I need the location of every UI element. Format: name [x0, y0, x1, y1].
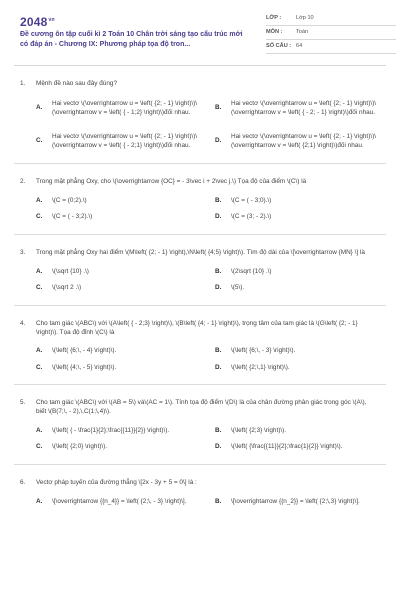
question-number: 6.	[20, 479, 26, 487]
option-d[interactable]	[215, 213, 386, 222]
option-label: D.	[215, 137, 222, 145]
option-text: Hai vectơ \(\overrightarrow u = \left( {2; - 1} \right)\)\(\overrightarrow v = \left( { - 1;2} \right)\)đối nhau.	[52, 99, 198, 117]
option-label: C.	[36, 284, 43, 292]
option-text: Hai vectơ \(\overrightarrow u = \left( {2; - 1} \right)\)\(\overrightarrow v = \left( { - 2; - 1} \right)\)đối nhau.	[231, 99, 377, 117]
meta-value: Toán	[296, 28, 309, 35]
option-label: B.	[215, 196, 222, 204]
option-text: \(C = (3; - 2).\)	[231, 213, 272, 221]
option-text: \(\left( {2;0} \right)\).	[52, 443, 108, 451]
option-a[interactable]	[36, 498, 207, 507]
question-text: Vectơ pháp tuyến của đường thẳng \[2x - 3y + 5 = 0\] là :	[36, 479, 197, 487]
option-label: A.	[36, 347, 43, 355]
header	[14, 0, 386, 66]
option-text: \(\left( {6;\, - 3} \right)\).	[231, 347, 296, 355]
question-3	[14, 235, 386, 306]
option-label: A.	[36, 196, 43, 204]
option-label: D.	[215, 443, 222, 451]
option-text: \(C = (0;2).\)	[52, 196, 87, 204]
option-a[interactable]	[36, 99, 207, 118]
question-number: 1.	[20, 80, 26, 87]
option-label: B.	[215, 426, 222, 434]
option-text: \[\overrightarrow {{n_2}} = \left( {2;\,3} \right)\].	[231, 497, 360, 505]
meta-label: MÔN :	[266, 28, 283, 35]
option-b[interactable]	[215, 197, 386, 206]
question-text: Cho tam giác \(ABC\) với \(A\left( { - 2;3} \right)\), \(B\left( {4; - 1} \right)\), trọng tâm của tam giác là \(G\left( {2; - 1} \right)\). Tọa độ đỉnh \(C\) là	[36, 319, 358, 336]
option-label: D.	[215, 284, 222, 292]
option-label: B.	[215, 347, 222, 355]
option-text: \(5\).	[231, 284, 245, 292]
option-text: \(\left( {4;\, - 5} \right)\).	[52, 363, 117, 371]
meta-label: SỐ CÂU :	[266, 42, 292, 49]
site-logo[interactable]: $2048^{vn}$	[20, 15, 55, 29]
option-label: C.	[36, 363, 43, 371]
option-d[interactable]	[215, 284, 386, 293]
option-text: \(\left( {6;\, - 4} \right)\).	[52, 347, 117, 355]
option-label: D.	[215, 363, 222, 371]
option-text: \[\overrightarrow {{n_4}} = \left( {2;\, - 3} \right)\].	[52, 497, 187, 505]
option-text: \(\left( {2;3} \right)\).	[231, 426, 287, 434]
option-c[interactable]	[36, 213, 207, 222]
question-5	[14, 385, 386, 465]
question-6	[14, 465, 386, 518]
option-text: \(C = ( - 3;0).\)	[231, 196, 272, 204]
document-title: Đề cương ôn tập cuối kì 2 Toán 10 Chân trời sáng tạo cấu trúc mới có đáp án - Chương IX: Phương pháp tọa độ tron...	[20, 31, 243, 49]
option-text: \(C = ( - 3;2).\)	[52, 213, 93, 221]
meta-row-subject	[266, 26, 396, 40]
question-2	[14, 164, 386, 235]
option-label: C.	[36, 137, 43, 145]
question-text: Trong mặt phẳng Oxy hai điểm \(M\left( {2; - 1} \right),\N\left( {4;5} \right)\). Tìm độ dài của \[\overrightarrow {MN} \] là	[36, 249, 365, 256]
option-label: C.	[36, 213, 43, 221]
option-label: C.	[36, 443, 43, 451]
meta-row-count	[266, 40, 396, 54]
meta-table	[266, 12, 396, 54]
question-number: 4.	[20, 319, 26, 327]
option-c[interactable]	[36, 443, 207, 452]
option-label: A.	[36, 103, 43, 111]
meta-value: 64	[296, 42, 303, 49]
option-text: \(\left( { - \frac{1}{2};\frac{{11}}{2}} \right)\).	[52, 426, 170, 434]
option-c[interactable]	[36, 364, 207, 373]
option-c[interactable]	[36, 284, 207, 293]
option-label: D.	[215, 213, 222, 221]
option-label: A.	[36, 497, 43, 505]
question-number: 5.	[20, 399, 26, 407]
option-text: Hai vectơ \(\overrightarrow u = \left( {2; - 1} \right)\)\(\overrightarrow v = \left( { - 2;1} \right)\)đối nhau.	[52, 132, 198, 150]
option-a[interactable]	[36, 347, 207, 356]
question-number: 2.	[20, 178, 26, 186]
option-a[interactable]	[36, 427, 207, 436]
option-b[interactable]	[215, 268, 386, 277]
option-label: A.	[36, 267, 43, 275]
question-text: Trong mặt phẳng Oxy, cho \(\overrightarrow {OC} = - 3\vec i + 2\vec j.\) Tọa độ của điểm \(C\) là	[36, 178, 307, 186]
option-d[interactable]	[215, 443, 386, 452]
question-4	[14, 306, 386, 386]
option-label: A.	[36, 426, 43, 434]
meta-label: LỚP :	[266, 14, 282, 21]
option-text: \(\left( {\frac{{11}}{2};\frac{1}{2}} \right)\).	[231, 443, 343, 451]
question-text: Mệnh đề nào sau đây đúng?	[36, 80, 118, 87]
option-b[interactable]	[215, 347, 386, 356]
option-c[interactable]	[36, 132, 207, 151]
option-b[interactable]	[215, 427, 386, 436]
option-a[interactable]	[36, 268, 207, 277]
question-number: 3.	[20, 249, 26, 256]
option-label: B.	[215, 497, 222, 505]
option-label: B.	[215, 103, 222, 111]
option-text: \(\sqrt {10} .\)	[52, 267, 89, 275]
option-a[interactable]	[36, 197, 207, 206]
meta-value: Lớp 10	[296, 14, 314, 21]
question-text: Cho tam giác \(ABC\) với \(AB = 5\) và\(AC = 1\). Tính tọa độ điểm \(D\) là của chân đường phân giác trong góc \(A\), biết \(B(7;\, - 2),\,C(1;\,4)\).	[36, 399, 367, 416]
option-text: Hai vectơ \(\overrightarrow u = \left( {2; - 1} \right)\)\(\overrightarrow v = \left( {2;1} \right)\)đối nhau.	[231, 132, 377, 150]
question-1	[14, 66, 386, 164]
option-text: \(\left( {2;\,1} \right)\).	[231, 363, 290, 371]
option-text: \(2\sqrt {10} .\)	[231, 267, 272, 275]
option-d[interactable]	[215, 364, 386, 373]
option-label: B.	[215, 267, 222, 275]
option-b[interactable]	[215, 498, 386, 507]
option-b[interactable]	[215, 99, 386, 118]
option-d[interactable]	[215, 132, 386, 151]
option-text: \(\sqrt 2 .\)	[52, 284, 82, 292]
meta-row-class	[266, 12, 396, 26]
